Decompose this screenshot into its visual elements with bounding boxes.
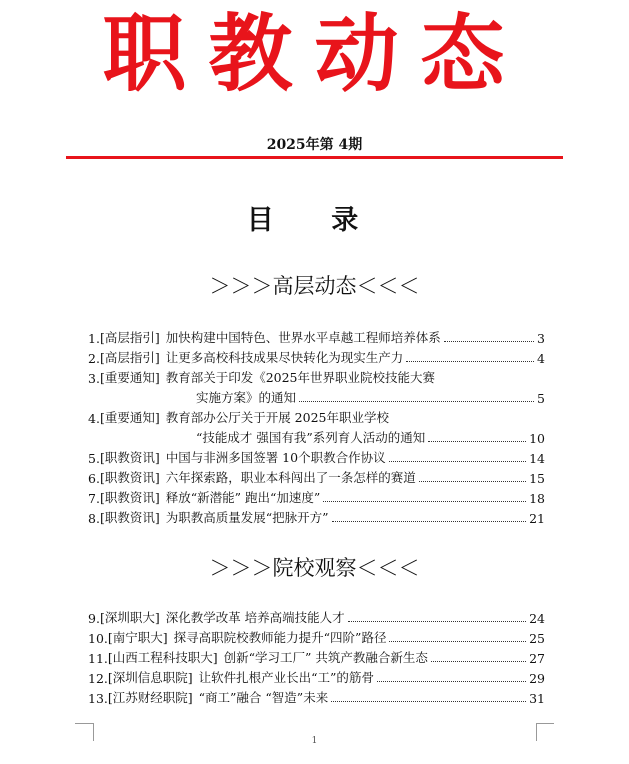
toc-entry[interactable]: [88, 326, 545, 346]
entry-number: 11.: [88, 651, 108, 666]
leader-dots: [389, 461, 527, 462]
entry-tag: [南宁职大]: [107, 630, 168, 645]
entry-tag: [深圳职大]: [99, 610, 160, 625]
entry-tag: [重要通知]: [99, 370, 160, 385]
leader-dots: [331, 701, 526, 702]
entry-number: 4.: [88, 411, 100, 426]
entry-page: 10: [529, 431, 545, 446]
entry-title: 让更多高校科技成果尽快转化为现实生产力: [165, 350, 404, 365]
section-heading-institutions: ＞＞＞院校观察＜＜＜: [209, 556, 420, 580]
leader-dots: [323, 501, 526, 502]
entry-page: 5: [537, 391, 545, 406]
leader-dots: [406, 361, 534, 362]
entry-number: 12.: [88, 671, 108, 686]
entry-tag: [高层指引]: [99, 350, 160, 365]
entry-title: 创新“学习工厂” 共筑产教融合新生态: [223, 650, 428, 665]
entry-page: 31: [529, 691, 545, 706]
toc-title: 目 录: [246, 205, 383, 236]
entry-title: 探寻高职院校教师能力提升“四阶”路径: [173, 630, 387, 645]
entry-number: 9.: [88, 611, 100, 626]
page-number: 1: [311, 736, 318, 746]
toc-entry[interactable]: [88, 466, 545, 486]
entry-page: 15: [529, 471, 545, 486]
entry-number: 5.: [88, 451, 100, 466]
entry-number: 1.: [88, 331, 100, 346]
entry-title: 释放“新潜能” 跑出“加速度”: [165, 490, 321, 505]
entry-title: 加快构建中国特色、世界水平卓越工程师培养体系: [165, 330, 441, 345]
entry-page: 14: [529, 451, 545, 466]
leader-dots: [444, 341, 534, 342]
entry-number: 2.: [88, 351, 100, 366]
entry-tag: [高层指引]: [99, 330, 160, 345]
entry-tag: [职教资讯]: [99, 470, 160, 485]
leader-dots: [419, 481, 526, 482]
entry-tag: [职教资讯]: [99, 490, 160, 505]
entry-title: 中国与非洲多国签署 10个职教合作协议: [165, 450, 386, 465]
entry-title: 教育部关于印发《2025年世界职业院校技能大赛: [165, 370, 436, 385]
toc-entry[interactable]: [88, 626, 545, 646]
toc-entry-continuation[interactable]: [88, 386, 545, 406]
entry-page: 24: [529, 611, 545, 626]
entry-title: 为职教高质量发展“把脉开方”: [165, 510, 329, 525]
entry-number: 10.: [88, 631, 108, 646]
entry-page: 29: [529, 671, 545, 686]
toc-entry[interactable]: [88, 646, 545, 666]
leader-dots: [332, 521, 527, 522]
entry-title: 让软件扎根产业长出“工”的筋骨: [198, 670, 374, 685]
entry-number: 3.: [88, 371, 100, 386]
toc-entry[interactable]: [88, 446, 545, 466]
entry-tag: [深圳信息职院]: [107, 670, 193, 685]
leader-dots: [348, 621, 526, 622]
leader-dots: [431, 661, 526, 662]
entry-tag: [重要通知]: [99, 410, 160, 425]
entry-title: 深化教学改革 培养高端技能人才: [165, 610, 345, 625]
toc-entry[interactable]: [88, 666, 545, 686]
toc-entry[interactable]: [88, 506, 545, 526]
entry-tag: [山西工程科技职大]: [107, 650, 218, 665]
entry-tag: [职教资讯]: [99, 450, 160, 465]
toc-list-leadership: [88, 326, 545, 526]
entry-page: 27: [529, 651, 545, 666]
entry-title: “商工”融合 “智造”未来: [198, 690, 329, 705]
toc-entry[interactable]: [88, 686, 545, 706]
leader-dots: [299, 401, 534, 402]
header-divider: [66, 156, 563, 159]
entry-number: 13.: [88, 691, 108, 706]
leader-dots: [389, 641, 526, 642]
toc-entry[interactable]: [88, 486, 545, 506]
entry-page: 3: [537, 331, 545, 346]
entry-page: 21: [529, 511, 545, 526]
entry-page: 18: [529, 491, 545, 506]
entry-tag: [江苏财经职院]: [107, 690, 193, 705]
toc-entry[interactable]: [88, 346, 545, 366]
issue-number: 2025年第 4期: [266, 137, 363, 153]
crop-mark-left-horizontal: [75, 723, 93, 724]
leader-dots: [377, 681, 526, 682]
toc-entry[interactable]: [88, 366, 545, 386]
toc-entry[interactable]: [88, 406, 545, 426]
entry-number: 7.: [88, 491, 100, 506]
entry-title-continuation: 实施方案》的通知: [196, 390, 297, 405]
toc-entry-continuation[interactable]: [88, 426, 545, 446]
entry-number: 6.: [88, 471, 100, 486]
masthead-title: 职教动态: [102, 4, 527, 103]
section-heading-leadership: ＞＞＞高层动态＜＜＜: [209, 274, 420, 298]
entry-tag: [职教资讯]: [99, 510, 160, 525]
entry-number: 8.: [88, 511, 100, 526]
entry-title-continuation: “技能成才 强国有我”系列育人活动的通知: [196, 430, 426, 445]
entry-page: 25: [529, 631, 545, 646]
toc-entry[interactable]: [88, 606, 545, 626]
entry-page: 4: [537, 351, 545, 366]
toc-list-institutions: [88, 606, 545, 706]
leader-dots: [428, 441, 526, 442]
entry-title: 六年探索路，职业本科闯出了一条怎样的赛道: [165, 470, 416, 485]
entry-title: 教育部办公厅关于开展 2025年职业学校: [165, 410, 389, 425]
crop-mark-right-horizontal: [536, 723, 554, 724]
